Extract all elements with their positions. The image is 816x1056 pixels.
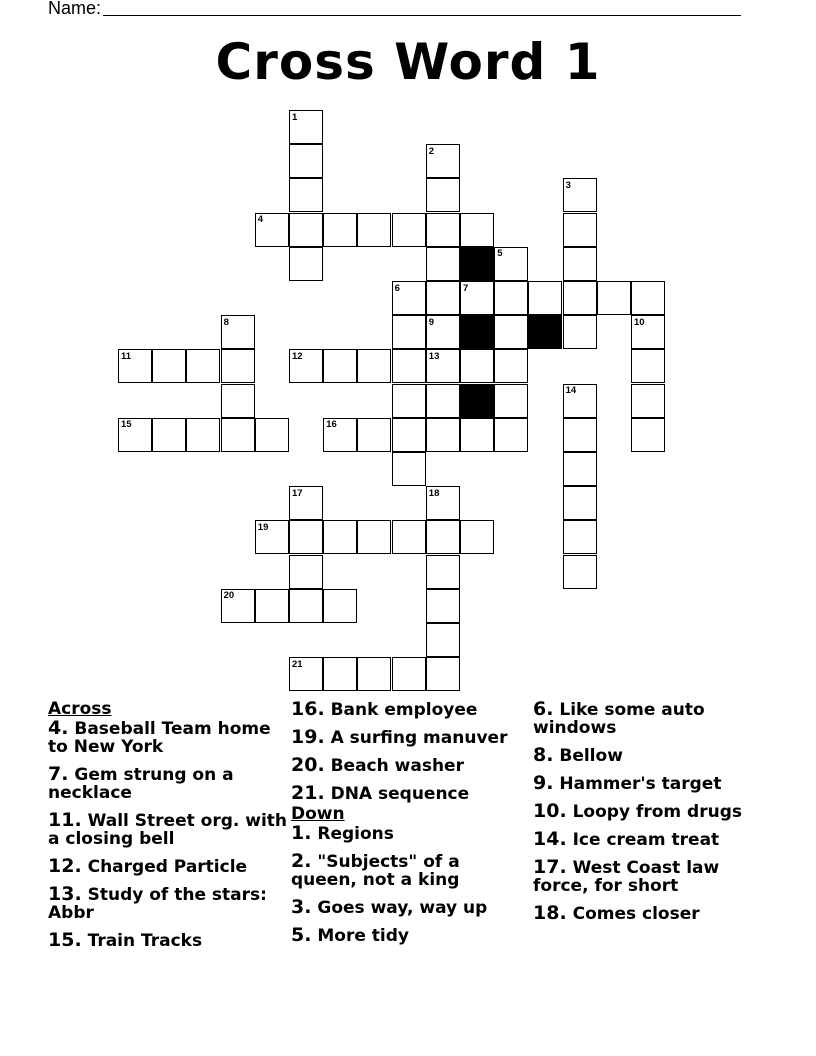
clue-number-5: 5 — [497, 248, 503, 260]
grid-cell[interactable] — [426, 247, 460, 281]
grid-cell[interactable] — [392, 384, 426, 418]
clue-item — [533, 858, 758, 895]
grid-cell[interactable] — [323, 657, 357, 691]
clue-number-11: 11 — [121, 350, 132, 362]
down-clue-list-continued — [533, 700, 758, 923]
grid-cell[interactable] — [563, 213, 597, 247]
clue-item — [291, 700, 526, 719]
clue-item-number: 18. — [533, 902, 567, 924]
clue-number-19: 19 — [257, 521, 269, 533]
clue-number-3: 3 — [565, 179, 571, 191]
clue-item-text: Goes way, way up — [311, 898, 488, 918]
black-cell — [460, 384, 494, 418]
clue-item-text: Beach washer — [324, 756, 464, 776]
clue-item-number: 12. — [48, 855, 82, 877]
grid-cell[interactable] — [426, 213, 460, 247]
grid-cell[interactable] — [357, 213, 391, 247]
grid-cell[interactable] — [563, 452, 597, 486]
grid-cell[interactable] — [186, 418, 220, 452]
name-label: Name: — [48, 0, 102, 18]
grid-cell[interactable] — [426, 281, 460, 315]
clue-number-14: 14 — [565, 385, 577, 397]
clue-number-1: 1 — [292, 111, 298, 123]
grid-cell[interactable] — [289, 247, 323, 281]
clue-item-number: 14. — [533, 828, 567, 850]
clue-item-number: 3. — [291, 896, 312, 918]
clue-item — [533, 700, 758, 737]
grid-cell[interactable] — [426, 178, 460, 212]
clue-item-number: 21. — [291, 782, 325, 804]
clue-number-21: 21 — [292, 658, 303, 670]
grid-cell[interactable] — [392, 452, 426, 486]
clue-item — [533, 904, 758, 923]
grid-cell[interactable] — [460, 520, 494, 554]
down-clue-list — [291, 824, 526, 945]
clue-item-number: 6. — [533, 698, 554, 720]
clue-number-13: 13 — [428, 350, 440, 362]
grid-cell[interactable] — [563, 281, 597, 315]
grid-cell[interactable] — [392, 213, 426, 247]
clue-item-text: Bellow — [553, 746, 623, 766]
clue-item — [291, 852, 526, 889]
grid-cell[interactable] — [357, 520, 391, 554]
across-clue-list — [48, 719, 288, 950]
clue-number-16: 16 — [326, 419, 337, 431]
grid-cell[interactable] — [460, 349, 494, 383]
across-clue-list-continued — [291, 700, 526, 803]
grid-cell[interactable] — [563, 520, 597, 554]
grid-cell[interactable] — [323, 213, 357, 247]
grid-cell[interactable] — [392, 349, 426, 383]
grid-cell[interactable] — [323, 589, 357, 623]
clue-number-2: 2 — [428, 145, 435, 157]
clue-item-text: DNA sequence — [324, 784, 470, 804]
clue-item-number: 2. — [291, 850, 312, 872]
grid-cell[interactable] — [631, 349, 665, 383]
clue-item — [48, 811, 288, 848]
clue-item-text: Loopy from drugs — [566, 802, 742, 822]
clue-item-number: 19. — [291, 726, 325, 748]
grid-cell[interactable] — [152, 418, 186, 452]
clue-number-15: 15 — [121, 419, 132, 431]
clue-item-text: More tidy — [311, 926, 410, 946]
grid-cell[interactable] — [289, 520, 323, 554]
clue-item-number: 17. — [533, 856, 567, 878]
down-heading: Down — [291, 804, 345, 824]
grid-cell[interactable] — [392, 657, 426, 691]
clue-item — [48, 931, 288, 950]
grid-cell[interactable] — [289, 589, 323, 623]
clue-number-6: 6 — [394, 282, 400, 294]
clue-item-number: 16. — [291, 698, 325, 720]
clue-item-number: 9. — [533, 772, 554, 794]
grid-cell[interactable] — [597, 281, 631, 315]
clue-item — [48, 857, 288, 876]
grid-cell[interactable] — [426, 657, 460, 691]
clue-item-text: Hammer's target — [553, 774, 722, 794]
clue-number-7: 7 — [463, 282, 469, 294]
grid-cell[interactable] — [289, 144, 323, 178]
clue-item — [291, 898, 526, 917]
clue-item-number: 7. — [48, 763, 69, 785]
grid-cell[interactable] — [357, 418, 391, 452]
grid-cell[interactable] — [426, 384, 460, 418]
clue-item-number: 8. — [533, 744, 554, 766]
clue-item-text: Ice cream treat — [566, 830, 720, 850]
grid-cell[interactable] — [494, 281, 528, 315]
clue-item-text: West Coast law force, for short — [533, 858, 720, 896]
grid-cell[interactable] — [323, 349, 357, 383]
grid-cell[interactable] — [289, 555, 323, 589]
clue-item-text: Like some auto windows — [533, 700, 705, 738]
clue-number-8: 8 — [223, 316, 229, 328]
clue-item-text: A surfing manuver — [324, 728, 508, 748]
clue-item-text: Baseball Team home to New York — [48, 719, 271, 757]
black-cell — [528, 315, 562, 349]
clue-number-10: 10 — [634, 316, 645, 328]
clue-number-18: 18 — [428, 487, 440, 499]
clue-item-text: Gem strung on a necklace — [48, 765, 234, 803]
grid-cell[interactable] — [494, 349, 528, 383]
grid-cell[interactable] — [426, 555, 460, 589]
clue-item — [291, 784, 526, 803]
grid-cell[interactable] — [494, 418, 528, 452]
grid-cell[interactable] — [152, 349, 186, 383]
clue-item — [291, 756, 526, 775]
grid-cell[interactable] — [460, 213, 494, 247]
clue-item-text: Study of the stars: Abbr — [48, 885, 267, 923]
clue-number-9: 9 — [428, 316, 435, 328]
across-heading: Across — [48, 699, 112, 719]
clue-item-number: 10. — [533, 800, 567, 822]
clue-item — [48, 719, 288, 756]
clue-number-17: 17 — [292, 487, 303, 499]
clue-item-number: 4. — [48, 717, 69, 739]
clue-item — [48, 765, 288, 802]
grid-cell[interactable] — [392, 418, 426, 452]
clue-item-number: 5. — [291, 924, 312, 946]
clue-item-text: Comes closer — [566, 904, 700, 924]
clue-item — [533, 830, 758, 849]
grid-cell[interactable] — [563, 418, 597, 452]
clue-item — [291, 926, 526, 945]
clue-item-text: "Subjects" of a queen, not a king — [291, 852, 460, 890]
grid-cell[interactable] — [426, 589, 460, 623]
clue-column-2 — [291, 700, 526, 954]
grid-cell[interactable] — [563, 315, 597, 349]
grid-cell[interactable] — [186, 349, 220, 383]
grid-cell[interactable] — [426, 418, 460, 452]
clue-item — [533, 802, 758, 821]
clue-number-4: 4 — [257, 214, 264, 226]
clue-item-number: 11. — [48, 809, 82, 831]
black-cell — [460, 315, 494, 349]
grid-cell[interactable] — [631, 418, 665, 452]
page-title: Cross Word 1 — [215, 33, 601, 91]
clue-item-number: 20. — [291, 754, 325, 776]
clue-item — [291, 728, 526, 747]
clue-item-text: Charged Particle — [81, 857, 248, 877]
grid-cell[interactable] — [289, 178, 323, 212]
grid-cell[interactable] — [392, 520, 426, 554]
clue-item-text: Regions — [311, 824, 394, 844]
grid-cell[interactable] — [323, 520, 357, 554]
grid-cell[interactable] — [494, 315, 528, 349]
grid-cell[interactable] — [221, 418, 255, 452]
grid-cell[interactable] — [221, 384, 255, 418]
grid-cell[interactable] — [563, 555, 597, 589]
clue-item-text: Wall Street org. with a closing bell — [48, 811, 288, 849]
clue-item-number: 1. — [291, 822, 312, 844]
clue-item-text: Bank employee — [324, 700, 478, 720]
grid-cell[interactable] — [528, 281, 562, 315]
grid-cell[interactable] — [631, 281, 665, 315]
grid-cell[interactable] — [563, 486, 597, 520]
grid-cell[interactable] — [631, 384, 665, 418]
grid-cell[interactable] — [255, 418, 289, 452]
grid-cell[interactable] — [563, 247, 597, 281]
grid-cell[interactable] — [494, 384, 528, 418]
grid-cell[interactable] — [289, 213, 323, 247]
clue-number-12: 12 — [292, 350, 303, 362]
clue-item — [533, 746, 758, 765]
clue-item — [291, 824, 526, 843]
clue-item-text: Train Tracks — [81, 931, 203, 951]
grid-cell[interactable] — [460, 418, 494, 452]
grid-cell[interactable] — [426, 520, 460, 554]
grid-cell[interactable] — [255, 589, 289, 623]
grid-cell[interactable] — [426, 623, 460, 657]
clue-number-20: 20 — [223, 590, 235, 602]
grid-cell[interactable] — [357, 349, 391, 383]
grid-cell[interactable] — [221, 349, 255, 383]
clue-item-number: 13. — [48, 883, 82, 905]
clue-item — [48, 885, 288, 922]
clue-item — [533, 774, 758, 793]
clue-item-number: 15. — [48, 929, 82, 951]
black-cell — [460, 247, 494, 281]
grid-cell[interactable] — [357, 657, 391, 691]
grid-cell[interactable] — [392, 315, 426, 349]
clue-column-3 — [533, 700, 758, 932]
clue-column-1 — [48, 700, 288, 959]
